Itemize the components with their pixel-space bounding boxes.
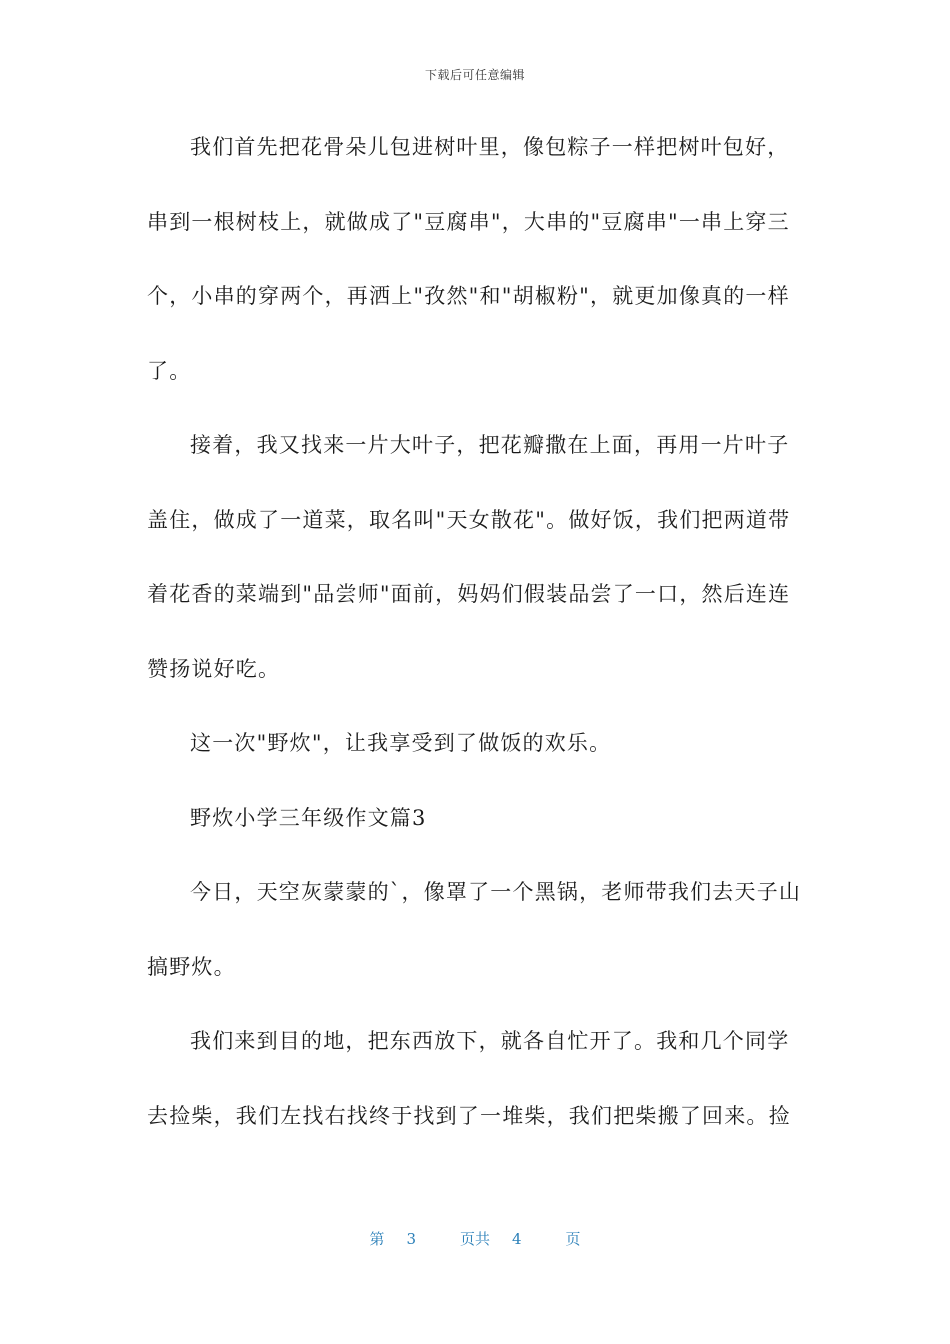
text-line: 去捡柴，我们左找右找终于找到了一堆柴，我们把柴搬了回来。捡 <box>147 1103 791 1128</box>
body-text <box>147 110 807 1153</box>
footer-page-suffix: 页 <box>565 1230 581 1248</box>
footer-page-mid: 页共 <box>459 1230 490 1248</box>
text-line: 个，小串的穿两个，再洒上"孜然"和"胡椒粉"，就更加像真的一样 <box>147 284 790 308</box>
section-heading: 野炊小学三年级作文篇3 <box>190 805 427 830</box>
text-line: 赞扬说好吃。 <box>147 656 281 681</box>
footer-current-page: 3 <box>406 1230 416 1248</box>
footer-page-prefix: 第 <box>369 1230 385 1248</box>
text-line: 这一次"野炊"，让我享受到了做饭的欢乐。 <box>190 731 612 755</box>
text-line: 了。 <box>147 358 192 383</box>
text-line: 盖住，做成了一道菜，取名叫"天女散花"。做好饭，我们把两道带 <box>147 507 791 532</box>
text-line: 串到一根树枝上，就做成了"豆腐串"，大串的"豆腐串"一串上穿三 <box>147 209 790 234</box>
text-line: 我们来到目的地，把东西放下，就各自忙开了。我和几个同学 <box>190 1029 790 1053</box>
text-line: 搞野炊。 <box>147 954 236 979</box>
page-footer <box>0 1228 950 1249</box>
text-line: 今日，天空灰蒙蒙的`，像罩了一个黑锅，老师带我们去天子山 <box>190 880 802 904</box>
text-line: 着花香的菜端到"品尝师"面前，妈妈们假装品尝了一口，然后连连 <box>147 582 791 606</box>
text-line: 接着，我又找来一片大叶子，把花瓣撒在上面，再用一片叶子 <box>190 433 790 457</box>
page-header: 下载后可任意编辑 <box>424 68 525 82</box>
footer-total-pages: 4 <box>512 1230 522 1248</box>
text-line: 我们首先把花骨朵儿包进树叶里，像包粽子一样把树叶包好， <box>190 135 790 159</box>
